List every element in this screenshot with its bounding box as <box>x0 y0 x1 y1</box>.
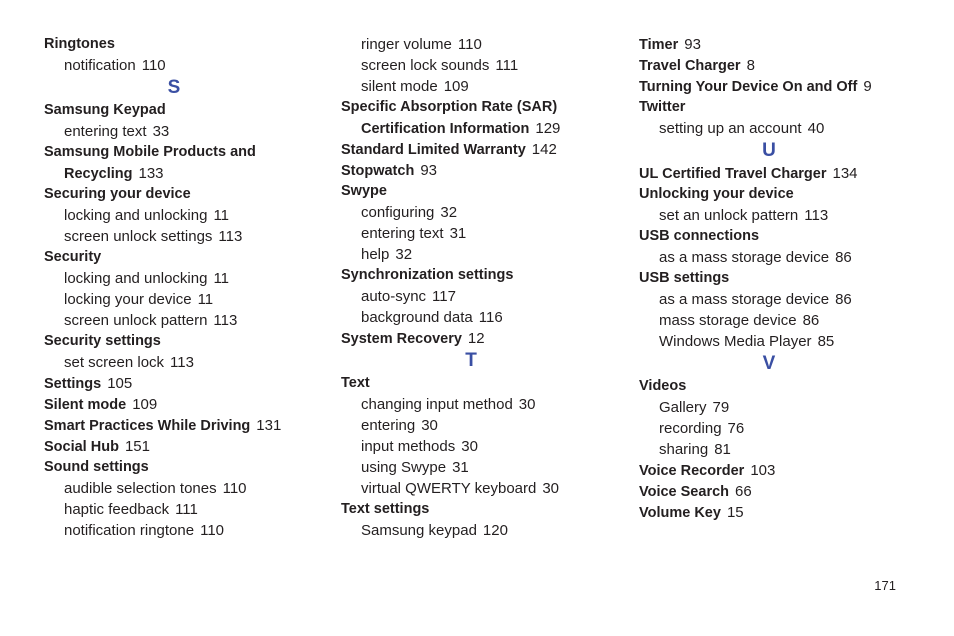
page-number: 171 <box>874 578 896 593</box>
page-ref: 40 <box>807 120 825 137</box>
index-term: System Recovery <box>341 331 462 347</box>
index-term: using Swype <box>361 459 447 476</box>
index-term: Swype <box>341 183 387 199</box>
index-subentry <box>44 289 314 310</box>
index-term: screen unlock pattern <box>64 312 208 329</box>
index-entry <box>639 34 909 55</box>
index-term: USB connections <box>639 228 760 244</box>
index-subentry <box>44 226 314 247</box>
index-term: Ringtones <box>44 36 115 52</box>
index-subentry <box>639 310 909 331</box>
index-term: Social Hub <box>44 439 119 455</box>
page-ref: 105 <box>107 375 133 392</box>
index-entry <box>44 394 314 415</box>
index-term: ringer volume <box>361 36 452 53</box>
index-term: Security <box>44 249 102 265</box>
page-ref: 109 <box>443 78 469 95</box>
index-term: Securing your device <box>44 186 191 202</box>
index-subentry <box>639 439 909 460</box>
index-subentry <box>341 478 611 499</box>
index-entry <box>44 247 314 268</box>
index-term: Standard Limited Warranty <box>341 142 526 158</box>
index-term: Certification Information <box>361 121 530 137</box>
index-entry-continued <box>44 163 314 184</box>
page-ref: 103 <box>750 462 776 479</box>
page-ref: 76 <box>727 420 745 437</box>
index-entry <box>639 226 909 247</box>
index-entry <box>639 97 909 118</box>
index-subentry <box>44 55 314 76</box>
index-term: audible selection tones <box>64 480 217 497</box>
index-term: Specific Absorption Rate (SAR) <box>341 99 558 115</box>
index-entry <box>639 481 909 502</box>
page-ref: 31 <box>449 225 467 242</box>
index-term: locking and unlocking <box>64 207 208 224</box>
index-term: Samsung Mobile Products and <box>44 144 256 160</box>
index-term: Voice Search <box>639 484 730 500</box>
index-subentry <box>639 418 909 439</box>
index-subentry <box>341 307 611 328</box>
page-ref: 85 <box>817 333 835 350</box>
page-ref: 116 <box>478 309 503 326</box>
index-subentry <box>639 397 909 418</box>
index-term: Sound settings <box>44 459 149 475</box>
page-ref: 66 <box>735 483 752 500</box>
index-term: recording <box>659 420 722 437</box>
index-term: Windows Media Player <box>659 333 812 350</box>
index-subentry <box>341 244 611 265</box>
index-term: UL Certified Travel Charger <box>639 166 827 182</box>
index-subentry <box>44 352 314 373</box>
section-letter: T <box>465 350 477 371</box>
index-subentry <box>341 55 611 76</box>
index-subentry <box>341 76 611 97</box>
page-ref: 111 <box>175 501 198 518</box>
index-entry <box>44 142 314 163</box>
page-ref: 86 <box>835 291 852 308</box>
page-ref: 93 <box>420 162 437 179</box>
section-letter: S <box>167 77 181 98</box>
index-entry <box>44 331 314 352</box>
index-term: Settings <box>44 376 102 392</box>
index-term: entering text <box>361 225 444 242</box>
index-entry <box>44 184 314 205</box>
index-entry <box>341 97 611 118</box>
index-entry <box>639 184 909 205</box>
index-subentry <box>44 121 314 142</box>
page-ref: 131 <box>256 417 282 434</box>
index-term: mass storage device <box>659 312 797 329</box>
index-term: locking and unlocking <box>64 270 208 287</box>
index-subentry <box>341 202 611 223</box>
index-term: Turning Your Device On and Off <box>639 79 858 95</box>
index-entry <box>639 163 909 184</box>
index-term: Gallery <box>659 399 707 416</box>
index-term: haptic feedback <box>64 501 170 518</box>
index-entry <box>44 34 314 55</box>
index-subentry <box>341 34 611 55</box>
index-term: background data <box>361 309 473 326</box>
index-term: Text settings <box>341 501 430 517</box>
index-term: Stopwatch <box>341 163 415 179</box>
index-term: Smart Practices While Driving <box>44 418 251 434</box>
page-ref: 11 <box>213 207 230 224</box>
page-ref: 110 <box>200 522 225 539</box>
index-entry <box>44 373 314 394</box>
page-ref: 9 <box>863 78 872 95</box>
index-entry <box>341 265 611 286</box>
page-ref: 33 <box>152 123 170 140</box>
page-ref: 113 <box>804 207 829 224</box>
index-subentry <box>639 118 909 139</box>
page-ref: 117 <box>432 288 456 305</box>
page-ref: 11 <box>197 291 214 308</box>
index-entry-continued <box>341 118 611 139</box>
index-term: input methods <box>361 438 456 455</box>
index-term: Volume Key <box>639 505 721 521</box>
index-entry <box>639 376 909 397</box>
page-ref: 113 <box>213 312 238 329</box>
index-term: set screen lock <box>64 354 165 371</box>
index-entry <box>341 328 611 349</box>
index-term: Text <box>341 375 370 391</box>
index-term: locking your device <box>64 291 192 308</box>
index-term: USB settings <box>639 270 730 286</box>
index-entry <box>639 268 909 289</box>
page-ref: 93 <box>684 36 701 53</box>
index-entry <box>639 55 909 76</box>
index-entry <box>341 160 611 181</box>
index-term: silent mode <box>361 78 438 95</box>
index-subentry <box>341 520 611 541</box>
index-entry <box>341 373 611 394</box>
index-entry <box>44 436 314 457</box>
page-ref: 134 <box>832 165 858 182</box>
index-term: Silent mode <box>44 397 127 413</box>
page-ref: 79 <box>712 399 730 416</box>
index-term: Travel Charger <box>639 58 741 74</box>
index-subentry <box>341 415 611 436</box>
index-term: virtual QWERTY keyboard <box>361 480 537 497</box>
page-ref: 30 <box>421 417 438 434</box>
page-ref: 15 <box>726 504 744 521</box>
index-entry <box>341 139 611 160</box>
index-entry <box>341 181 611 202</box>
index-term: Recycling <box>64 166 133 182</box>
index-term: auto-sync <box>361 288 427 305</box>
index-subentry <box>341 286 611 307</box>
index-term: Samsung keypad <box>361 522 477 539</box>
index-term: changing input method <box>361 396 513 413</box>
page-ref: 120 <box>482 522 508 539</box>
page-ref: 30 <box>542 480 560 497</box>
section-letter: V <box>762 353 776 374</box>
index-term: notification ringtone <box>64 522 195 539</box>
index-entry <box>639 460 909 481</box>
page-ref: 113 <box>170 354 194 371</box>
index-entry <box>44 457 314 478</box>
index-term: notification <box>64 57 136 74</box>
page-ref: 110 <box>222 480 247 497</box>
index-term: as a mass storage device <box>659 291 830 308</box>
index-subentry <box>639 205 909 226</box>
page-ref: 133 <box>138 165 164 182</box>
index-entry <box>341 499 611 520</box>
index-entry <box>44 415 314 436</box>
index-subentry <box>639 289 909 310</box>
page-ref: 12 <box>467 330 485 347</box>
index-subentry <box>44 205 314 226</box>
index-term: Synchronization settings <box>341 267 514 283</box>
index-term: Twitter <box>639 99 686 115</box>
page-ref: 129 <box>535 120 561 137</box>
page-ref: 11 <box>213 270 230 287</box>
page-ref: 32 <box>440 204 458 221</box>
index-subentry <box>44 268 314 289</box>
index-term: configuring <box>361 204 435 221</box>
index-subentry <box>44 499 314 520</box>
page-ref: 8 <box>746 57 755 74</box>
index-term: Voice Recorder <box>639 463 745 479</box>
page-ref: 31 <box>452 459 469 476</box>
index-entry <box>639 76 909 97</box>
index-subentry <box>639 331 909 352</box>
index-entry <box>44 100 314 121</box>
index-term: Videos <box>639 378 687 394</box>
index-term: help <box>361 246 390 263</box>
index-subentry <box>341 223 611 244</box>
page-ref: 110 <box>141 57 166 74</box>
index-subentry <box>341 436 611 457</box>
page-ref: 32 <box>395 246 413 263</box>
index-term: screen unlock settings <box>64 228 213 245</box>
index-subentry <box>44 310 314 331</box>
page-ref: 110 <box>457 36 482 53</box>
index-term: Security settings <box>44 333 161 349</box>
page-ref: 81 <box>714 441 731 458</box>
index-term: as a mass storage device <box>659 249 830 266</box>
index-subentry <box>341 394 611 415</box>
index-term: screen lock sounds <box>361 57 490 74</box>
index-subentry <box>341 457 611 478</box>
index-subentry <box>44 478 314 499</box>
page-ref: 111 <box>495 57 519 74</box>
index-term: entering <box>361 417 416 434</box>
page-ref: 109 <box>132 396 158 413</box>
index-term: Samsung Keypad <box>44 102 166 118</box>
index-term: entering text <box>64 123 147 140</box>
section-letter: U <box>762 140 776 161</box>
page-ref: 142 <box>531 141 557 158</box>
index-column-3 <box>639 34 909 523</box>
page-ref: 151 <box>124 438 150 455</box>
index-entry <box>639 502 909 523</box>
index-term: setting up an account <box>659 120 802 137</box>
index-term: set an unlock pattern <box>659 207 799 224</box>
page-ref: 86 <box>835 249 852 266</box>
page-ref: 86 <box>802 312 820 329</box>
page-ref: 30 <box>461 438 478 455</box>
index-column-2 <box>341 34 611 541</box>
page-ref: 113 <box>218 228 243 245</box>
index-term: Timer <box>639 37 679 53</box>
index-subentry <box>44 520 314 541</box>
index-term: sharing <box>659 441 709 458</box>
index-column-1 <box>44 34 314 541</box>
page-ref: 30 <box>518 396 536 413</box>
index-subentry <box>639 247 909 268</box>
index-term: Unlocking your device <box>639 186 794 202</box>
